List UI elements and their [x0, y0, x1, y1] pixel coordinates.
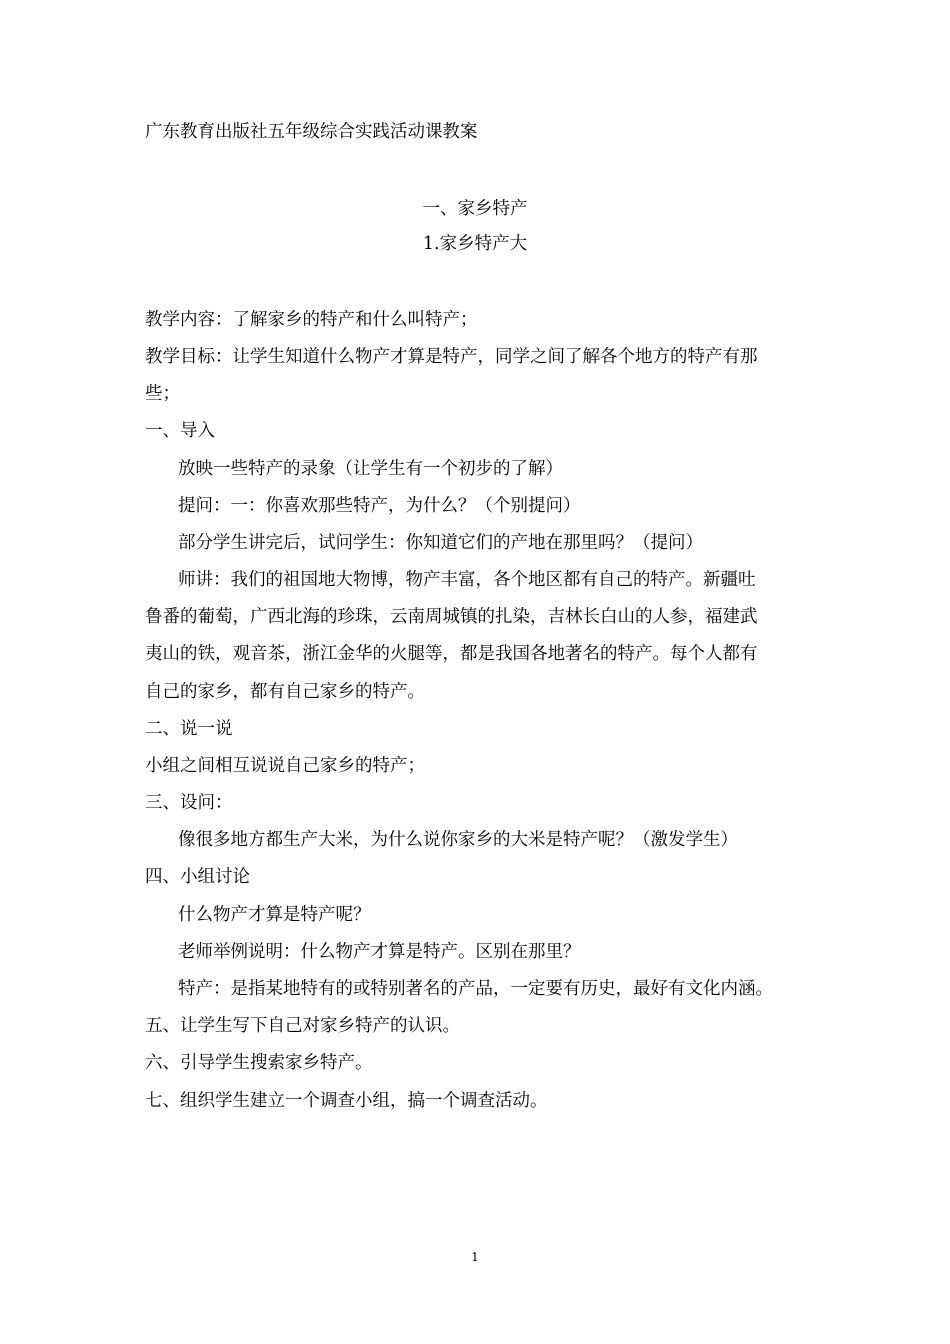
teaching-goal-line: 教学目标：让学生知道什么物产才算是特产，同学之间了解各个地方的特产有那 [145, 347, 758, 367]
page-number: 1 [471, 1250, 479, 1264]
document-header-title: 广东教育出版社五年级综合实践活动课教案 [145, 122, 478, 142]
paragraph-line: 像很多地方都生产大米，为什么说你家乡的大米是特产呢？（激发学生） [178, 830, 738, 850]
paragraph-line: 什么物产才算是特产呢？ [178, 905, 371, 925]
paragraph-line: 小组之间相互说说自己家乡的特产； [145, 756, 425, 776]
paragraph-line: 提问：一：你喜欢那些特产，为什么？（个别提问） [178, 496, 581, 516]
teaching-content-line: 教学内容：了解家乡的特产和什么叫特产； [145, 310, 478, 330]
teaching-goal-line-cont: 些； [145, 384, 180, 404]
paragraph-line: 师讲：我们的祖国地大物博，物产丰富，各个地区都有自己的特产。新疆吐 [178, 570, 756, 590]
section-five-heading: 五、让学生写下自己对家乡特产的认识。 [145, 1016, 460, 1036]
paragraph-line: 夷山的铁，观音茶，浙江金华的火腿等，都是我国各地著名的特产。每个人都有 [145, 644, 758, 664]
section-group-heading: 四、小组讨论 [145, 867, 250, 887]
section-question-heading: 三、设问： [145, 793, 233, 813]
paragraph-line: 自己的家乡，都有自己家乡的特产。 [145, 682, 425, 702]
section-seven-heading: 七、组织学生建立一个调查小组，搞一个调查活动。 [145, 1091, 548, 1111]
paragraph-line: 鲁番的葡萄，广西北海的珍珠，云南周城镇的扎染，吉林长白山的人参，福建武 [145, 607, 758, 627]
paragraph-line: 老师举例说明：什么物产才算是特产。区别在那里？ [178, 942, 581, 962]
paragraph-line: 特产：是指某地特有的或特别著名的产品，一定要有历史，最好有文化内涵。 [178, 979, 773, 999]
section-six-heading: 六、引导学生搜索家乡特产。 [145, 1053, 373, 1073]
paragraph-line: 部分学生讲完后，试问学生：你知道它们的产地在那里吗？（提问） [178, 533, 703, 553]
lesson-heading: 1.家乡特产大 [422, 234, 528, 254]
section-discuss-heading: 二、说一说 [145, 719, 233, 739]
section-intro-heading: 一、导入 [145, 421, 215, 441]
chapter-heading: 一、家乡特产 [422, 199, 528, 219]
paragraph-line: 放映一些特产的录象（让学生有一个初步的了解） [178, 459, 563, 479]
